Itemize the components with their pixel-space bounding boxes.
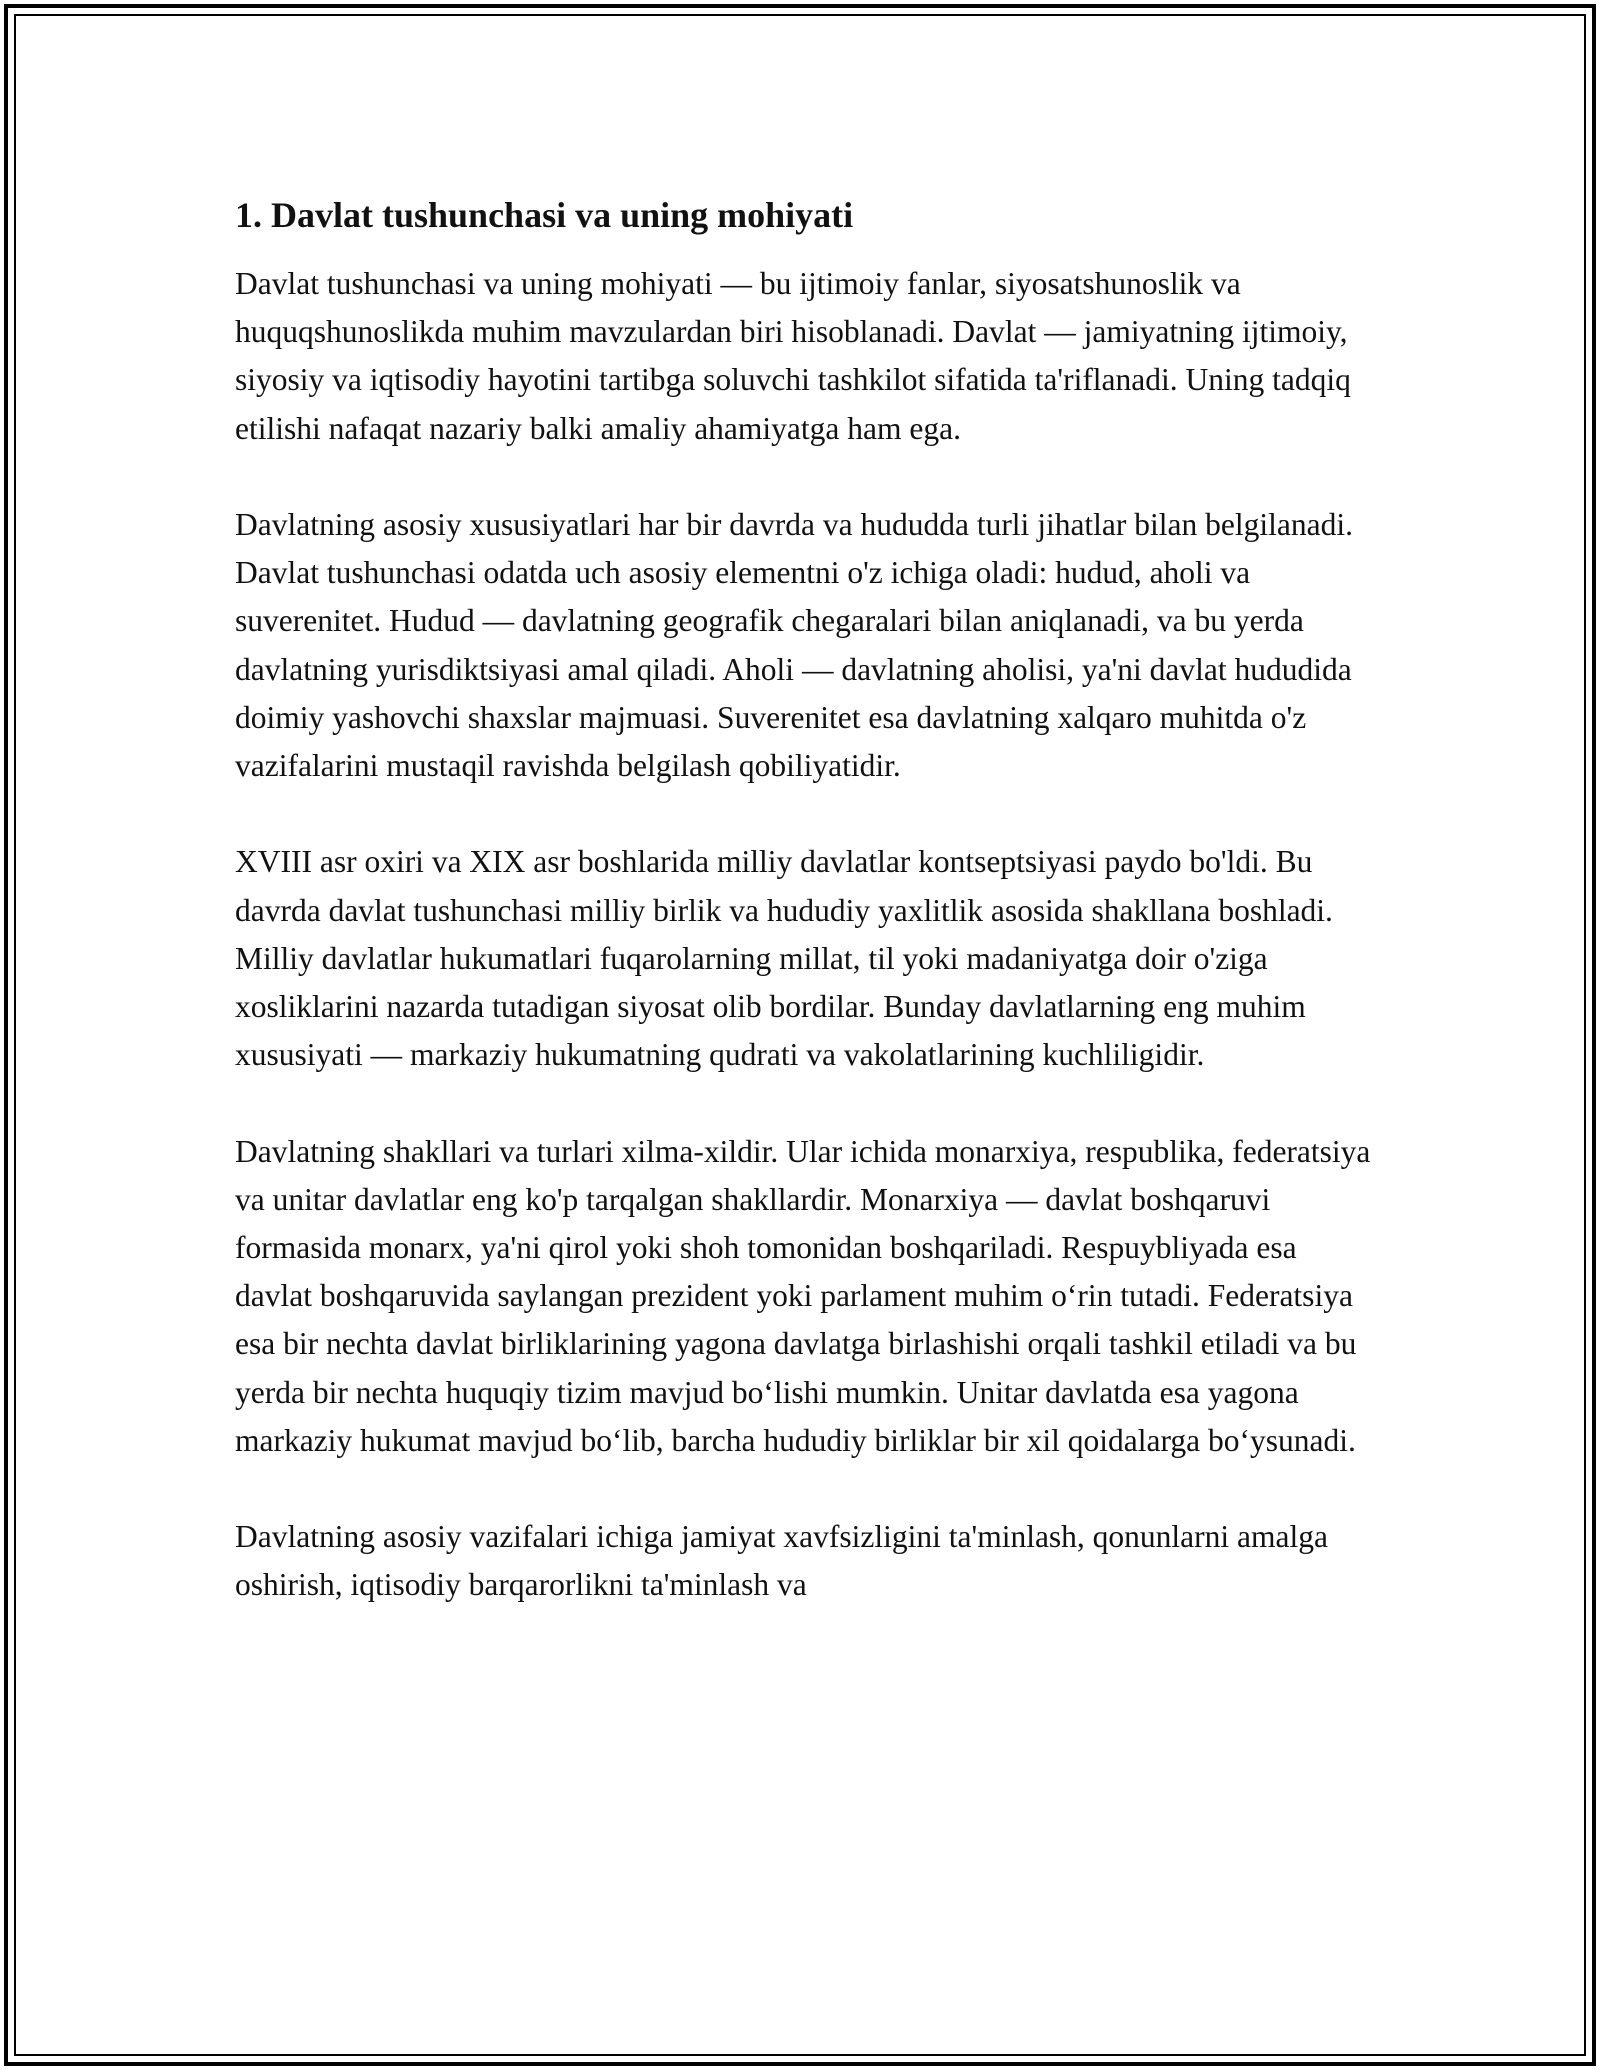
paragraph-4: Davlatning shakllari va turlari xilma-xildir. Ular ichida monarxiya, respublika, federatsiya va unitar davlatlar eng ko'p tarqalgan shakllardir. Monarxiya — davlat boshqaruvi formasida monarx, ya'ni qirol yoki shoh tomonidan boshqariladi. Respuybliyada esa davlat boshqaruvida saylangan prezident yoki parlament muhim oʻrin tutadi. Federatsiya esa bir nechta davlat birliklarining yagona davlatga birlashishi orqali tashkil etiladi va bu yerda bir nechta huquqiy tizim mavjud boʻlishi mumkin. Unitar davlatda esa yagona markaziy hukumat mavjud boʻlib, barcha hududiy birliklar bir xil qoidalarga boʻysunadi. [235,1133,1371,1458]
document-body [235,190,1375,1658]
paragraph-1: Davlat tushunchasi va uning mohiyati — bu ijtimoiy fanlar, siyosatshunoslik va huquqshunoslikda muhim mavzulardan biri hisoblanadi. Davlat — jamiyatning ijtimoiy, siyosiy va iqtisodiy hayotini tartibga soluvchi tashkilot sifatida ta'riflanadi. Uning tadqiq etilishi nafaqat nazariy balki amaliy ahamiyatga ham ega. [235,266,1351,446]
paragraph-3: XVIII asr oxiri va XIX asr boshlarida milliy davlatlar kontseptsiyasi paydo bo'ldi. Bu davrda davlat tushunchasi milliy birlik va hududiy yaxlitlik asosida shakllana boshladi. Milliy davlatlar hukumatlari fuqarolarning millat, til yoki madaniyatga doir o'ziga xosliklarini nazarda tutadigan siyosat olib bordilar. Bunday davlatlarning eng muhim xususiyati — markaziy hukumatning qudrati va vakolatlarining kuchliligidir. [235,844,1333,1073]
paragraph-2: Davlatning asosiy xususiyatlari har bir davrda va hududda turli jihatlar bilan belgilanadi. Davlat tushunchasi odatda uch asosiy elementni o'z ichiga oladi: hudud, aholi va suverenitet. Hudud — davlatning geografik chegaralari bilan aniqlanadi, va bu yerda davlatning yurisdiktsiyasi amal qiladi. Aholi — davlatning aholisi, ya'ni davlat hududida doimiy yashovchi shaxslar majmuasi. Suverenitet esa davlatning xalqaro muhitda o'z vazifalarini mustaqil ravishda belgilash qobiliyatidir. [235,507,1353,784]
section-title: 1. Davlat tushunchasi va uning mohiyati [235,195,854,235]
paragraph-5: Davlatning asosiy vazifalari ichiga jamiyat xavfsizligini ta'minlash, qonunlarni amalga oshirish, iqtisodiy barqarorlikni ta'minlash va [235,1519,1328,1603]
